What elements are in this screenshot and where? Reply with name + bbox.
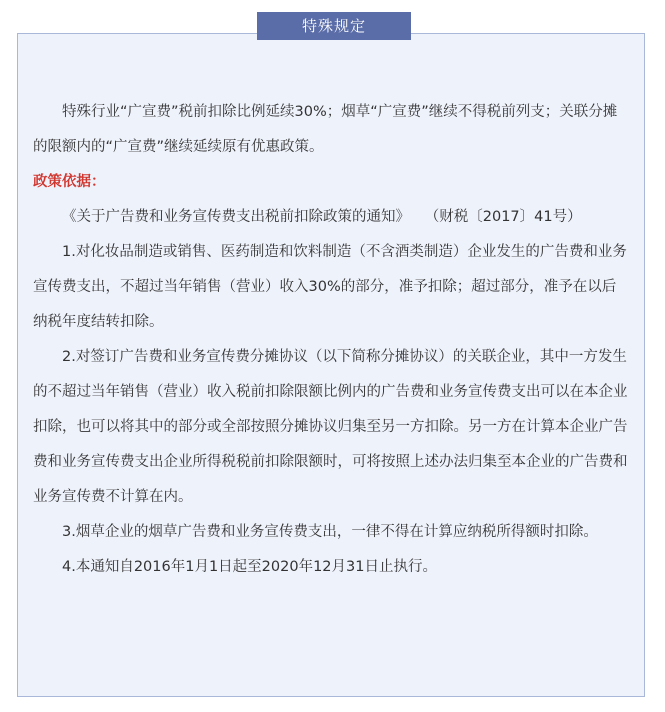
policy-item-3: 3.烟草企业的烟草广告费和业务宣传费支出，一律不得在计算应纳税所得额时扣除。 [62,524,598,540]
notice-reference: （财税〔2017〕41号） [432,209,582,225]
policy-item-1: 1.对化妆品制造或销售、医药制造和饮料制造（不含酒类制造）企业发生的广告费和业务宣传费支出，不超过当年销售（营业）收入30%的部分，准予扣除；超过部分，准予在以后纳税年度结转扣除。 [33,244,627,330]
notice-name: 《关于广告费和业务宣传费支出税前扣除政策的通知》 [62,209,410,225]
policy-content [33,95,629,585]
policy-item-4: 4.本通知自2016年1月1日起至2020年12月31日止执行。 [62,559,437,575]
notice-title-line [33,200,629,235]
policy-item-2: 2.对签订广告费和业务宣传费分摊协议（以下简称分摊协议）的关联企业，其中一方发生的不超过当年销售（营业）收入税前扣除限额比例内的广告费和业务宣传费支出可以在本企业扣除，也可以将其中的部分或全部按照分摊协议归集至另一方扣除。另一方在计算本企业广告费和业务宣传费支出企业所得税税前扣除限额时，可将按照上述办法归集至本企业的广告费和业务宣传费不计算在内。 [33,349,628,505]
section-title: 特殊规定 [301,17,366,35]
policy-basis-label: 政策依据： [33,174,106,190]
section-title-tab [257,12,411,40]
intro-paragraph: 特殊行业“广宣费”税前扣除比例延续30%；烟草“广宣费”继续不得税前列支；关联分摊的限额内的“广宣费”继续延续原有优惠政策。 [33,104,618,155]
